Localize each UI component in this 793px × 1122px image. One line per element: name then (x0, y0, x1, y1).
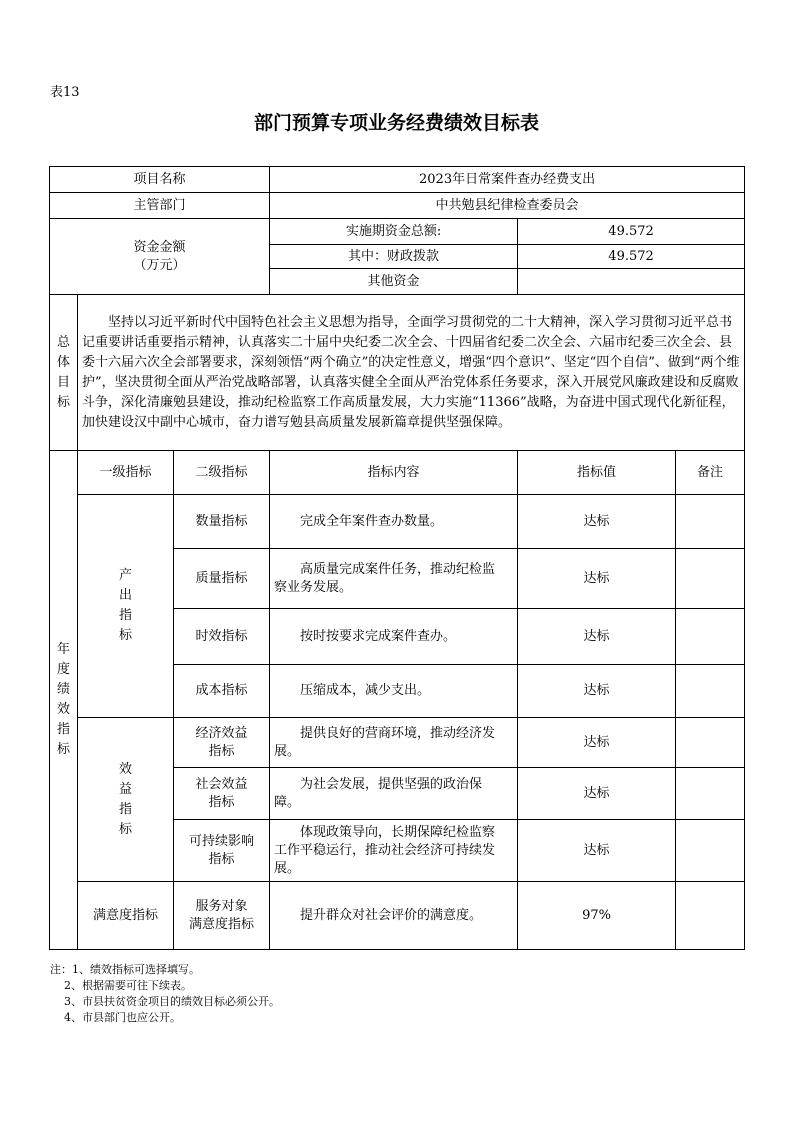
overall-goal-label-char: 体 (56, 354, 70, 370)
table-row (50, 718, 745, 768)
indicator-value: 达标 (518, 609, 676, 665)
indicator-note (676, 549, 745, 609)
annual-label-char: 度 (56, 662, 70, 677)
output-label-char: 出 (118, 588, 132, 603)
overall-goal-row (50, 295, 745, 451)
indicator-content: 按时按要求完成案件查办。 (270, 609, 518, 665)
indicator-name (174, 882, 270, 950)
indicator-content: 为社会发展，提供坚强的政治保障。 (270, 768, 518, 820)
table-row (50, 882, 745, 950)
indicator-name: 质量指标 (174, 549, 270, 609)
col-header-level1: 一级指标 (78, 451, 174, 495)
col-header-content: 指标内容 (270, 451, 518, 495)
annual-label-char: 指 (56, 722, 70, 737)
project-name-label: 项目名称 (50, 167, 270, 193)
indicator-name-line1: 社会效益 (195, 776, 248, 792)
indicator-note (676, 495, 745, 549)
indicator-name-line1: 经济效益 (195, 725, 248, 741)
indicator-note (676, 718, 745, 768)
indicator-name-line2: 指标 (208, 743, 235, 759)
fiscal-label: 其中：财政拨款 (270, 245, 518, 269)
output-label-char: 产 (118, 568, 132, 583)
fiscal-value: 49.572 (518, 245, 745, 269)
indicator-note (676, 609, 745, 665)
indicator-value: 达标 (518, 549, 676, 609)
page-title: 部门预算专项业务经费绩效目标表 (253, 112, 539, 134)
indicator-note (676, 820, 745, 882)
col-header-note: 备注 (676, 451, 745, 495)
performance-target-table (49, 166, 745, 950)
benefit-indicator-label (78, 718, 174, 882)
annual-indicator-label (50, 451, 78, 950)
indicator-name-line2: 满意度指标 (189, 916, 255, 932)
overall-goal-label-char: 标 (56, 394, 70, 410)
indicator-note (676, 768, 745, 820)
funds-total-row (50, 219, 745, 245)
indicator-name-line2: 指标 (208, 851, 235, 867)
annual-label-char: 绩 (56, 682, 70, 697)
funds-label-line1: 资金金额 (133, 239, 186, 255)
benefit-label-char: 效 (118, 761, 132, 777)
overall-goal-label (50, 295, 78, 451)
benefit-label-char: 益 (118, 781, 132, 797)
annual-label-char: 标 (56, 742, 70, 757)
indicator-name: 数量指标 (174, 495, 270, 549)
funds-label (50, 219, 270, 295)
funds-label-line2: （万元） (133, 257, 186, 273)
overall-goal-label-char: 目 (56, 374, 70, 390)
footnotes (50, 962, 280, 1026)
indicator-content: 提升群众对社会评价的满意度。 (270, 882, 518, 950)
other-funds-label: 其他资金 (270, 269, 518, 295)
indicator-name-line1: 可持续影响 (189, 833, 255, 849)
annual-label-char: 效 (56, 702, 70, 717)
indicator-value: 达标 (518, 820, 676, 882)
overall-goal-label-char: 总 (56, 334, 70, 350)
annual-label-char: 年 (56, 642, 70, 657)
total-funds-label: 实施期资金总额: (270, 219, 518, 245)
indicator-value: 达标 (518, 495, 676, 549)
dept-value: 中共勉县纪律检查委员会 (270, 193, 745, 219)
footnote-line: 4、市县部门也应公开。 (50, 1011, 181, 1024)
indicator-value: 达标 (518, 718, 676, 768)
overall-goal-text: 坚持以习近平新时代中国特色社会主义思想为指导，全面学习贯彻党的二十大精神，深入学习贯彻习近平总书记重要讲话重要指示精神，认真落实二十届中央纪委二次全会、十四届省纪委二次全会、六届市纪委三次全会、县委十六届六次全会部署要求，深刻领悟“两个确立”的决定性意义，增强“四个意识”、坚定“四个自信”、做到“两个维护”，坚决贯彻全面从严治党战略部署，认真落实健全全面从严治党体系任务要求，深入开展党风廉政建设和反腐败斗争，深化清廉勉县建设，推动纪检监察工作高质量发展，大力实施“11366”战略，为奋进中国式现代化新征程，加快建设汉中副中心城市，奋力谱写勉县高质量发展新篇章提供坚强保障。 (78, 295, 745, 451)
indicator-name-line1: 服务对象 (195, 898, 248, 914)
indicator-name: 成本指标 (174, 665, 270, 718)
footnote-line: 3、市县扶贫资金项目的绩效目标必须公开。 (50, 995, 280, 1008)
output-label-char: 指 (118, 608, 132, 623)
indicator-content: 完成全年案件查办数量。 (270, 495, 518, 549)
col-header-value: 指标值 (518, 451, 676, 495)
benefit-label-char: 指 (118, 801, 132, 817)
indicator-content: 压缩成本，减少支出。 (270, 665, 518, 718)
indicator-note (676, 882, 745, 950)
indicator-name (174, 820, 270, 882)
indicator-header-row (50, 451, 745, 495)
other-funds-value (518, 269, 745, 295)
total-funds-value: 49.572 (518, 219, 745, 245)
table-row (50, 495, 745, 549)
indicator-name (174, 718, 270, 768)
indicator-value: 97% (518, 882, 676, 950)
footnote-line: 2、根据需要可往下续表。 (50, 979, 192, 992)
table-number-label: 表13 (50, 85, 80, 100)
indicator-name: 时效指标 (174, 609, 270, 665)
project-name-value: 2023年日常案件查办经费支出 (270, 167, 745, 193)
indicator-content: 提供良好的营商环境，推动经济发展。 (270, 718, 518, 768)
col-header-level2: 二级指标 (174, 451, 270, 495)
dept-row (50, 193, 745, 219)
project-name-row (50, 167, 745, 193)
benefit-label-char: 标 (118, 821, 132, 837)
output-indicator-label (78, 495, 174, 718)
indicator-note (676, 665, 745, 718)
indicator-content: 体现政策导向，长期保障纪检监察工作平稳运行，推动社会经济可持续发展。 (270, 820, 518, 882)
indicator-name (174, 768, 270, 820)
indicator-name-line2: 指标 (208, 794, 235, 810)
footnote-line: 注：1、绩效指标可选择填写。 (50, 963, 200, 976)
output-label-char: 标 (118, 628, 132, 643)
indicator-value: 达标 (518, 768, 676, 820)
indicator-content: 高质量完成案件任务，推动纪检监察业务发展。 (270, 549, 518, 609)
satisfaction-indicator-label: 满意度指标 (78, 882, 174, 950)
dept-label: 主管部门 (50, 193, 270, 219)
indicator-value: 达标 (518, 665, 676, 718)
